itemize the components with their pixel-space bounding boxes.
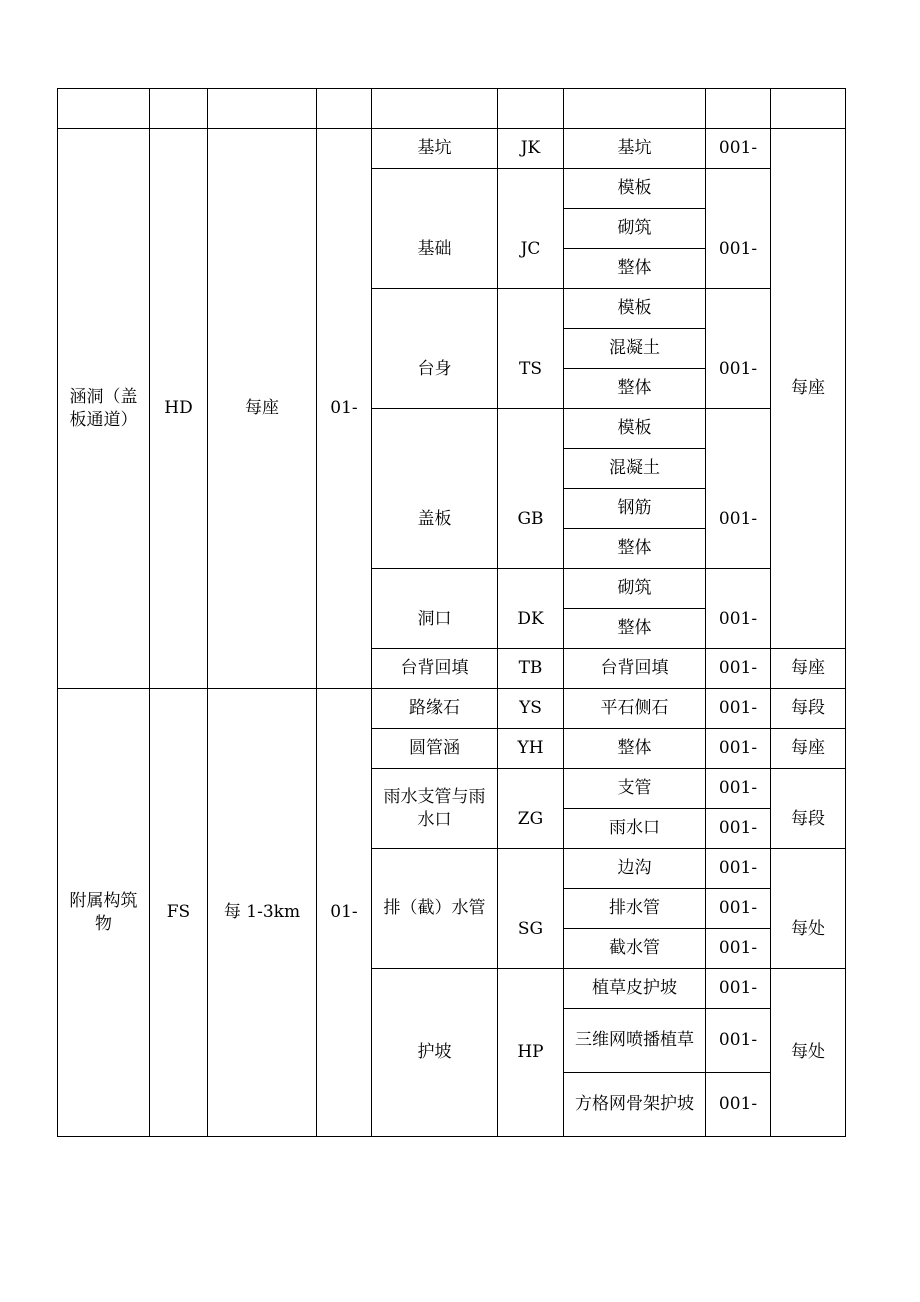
- item-name: 排（截）水管: [372, 849, 498, 969]
- item-name: 洞口: [372, 569, 498, 649]
- serial: 001-: [706, 769, 771, 809]
- header-cell: [564, 89, 706, 129]
- group-number: 01-: [317, 689, 372, 1137]
- header-cell: [372, 89, 498, 129]
- subitem: 砌筑: [564, 569, 706, 609]
- subitem: 混凝土: [564, 449, 706, 489]
- subitem: 整体: [564, 529, 706, 569]
- serial: 001-: [706, 409, 771, 569]
- subitem: 支管: [564, 769, 706, 809]
- group-name: 涵洞（盖板通道）: [58, 129, 150, 689]
- group-code: FS: [150, 689, 208, 1137]
- subitem: 植草皮护坡: [564, 969, 706, 1009]
- item-name: 雨水支管与雨水口: [372, 769, 498, 849]
- table-row: [58, 129, 846, 169]
- subitem: 整体: [564, 729, 706, 769]
- subitem: 钢筋: [564, 489, 706, 529]
- serial: 001-: [706, 569, 771, 649]
- serial: 001-: [706, 849, 771, 889]
- header-row: [58, 89, 846, 129]
- subitem: 方格网骨架护坡: [564, 1073, 706, 1137]
- header-cell: [771, 89, 846, 129]
- item-code: YS: [498, 689, 564, 729]
- item-code: JC: [498, 169, 564, 289]
- item-name: 基础: [372, 169, 498, 289]
- item-name: 路缘石: [372, 689, 498, 729]
- subitem: 三维网喷播植草: [564, 1009, 706, 1073]
- subitem: 台背回填: [564, 649, 706, 689]
- data-table: [57, 88, 846, 1137]
- group-code: HD: [150, 129, 208, 689]
- item-name: 护坡: [372, 969, 498, 1137]
- unit: 每座: [771, 129, 846, 649]
- subitem: 边沟: [564, 849, 706, 889]
- subitem: 平石侧石: [564, 689, 706, 729]
- item-name: 台身: [372, 289, 498, 409]
- header-cell: [58, 89, 150, 129]
- group-name: 附属构筑物: [58, 689, 150, 1137]
- item-code: JK: [498, 129, 564, 169]
- unit: 每处: [771, 969, 846, 1137]
- unit: 每座: [771, 729, 846, 769]
- unit: 每段: [771, 689, 846, 729]
- subitem: 模板: [564, 289, 706, 329]
- subitem: 模板: [564, 409, 706, 449]
- serial: 001-: [706, 129, 771, 169]
- subitem: 模板: [564, 169, 706, 209]
- subitem: 整体: [564, 369, 706, 409]
- item-name: 基坑: [372, 129, 498, 169]
- subitem: 雨水口: [564, 809, 706, 849]
- header-cell: [150, 89, 208, 129]
- group-frequency: 每座: [208, 129, 317, 689]
- item-code: TS: [498, 289, 564, 409]
- unit: 每段: [771, 769, 846, 849]
- group-number: 01-: [317, 129, 372, 689]
- group-frequency: 每 1-3km: [208, 689, 317, 1137]
- subitem: 整体: [564, 249, 706, 289]
- subitem: 混凝土: [564, 329, 706, 369]
- item-code: DK: [498, 569, 564, 649]
- subitem: 基坑: [564, 129, 706, 169]
- item-code: ZG: [498, 769, 564, 849]
- subitem: 砌筑: [564, 209, 706, 249]
- serial: 001-: [706, 289, 771, 409]
- serial: 001-: [706, 1073, 771, 1137]
- item-name: 台背回填: [372, 649, 498, 689]
- subitem: 截水管: [564, 929, 706, 969]
- serial: 001-: [706, 889, 771, 929]
- serial: 001-: [706, 729, 771, 769]
- item-code: GB: [498, 409, 564, 569]
- serial: 001-: [706, 809, 771, 849]
- header-cell: [706, 89, 771, 129]
- subitem: 排水管: [564, 889, 706, 929]
- item-code: HP: [498, 969, 564, 1137]
- serial: 001-: [706, 969, 771, 1009]
- table-row: [58, 689, 846, 729]
- serial: 001-: [706, 929, 771, 969]
- header-cell: [498, 89, 564, 129]
- subitem: 整体: [564, 609, 706, 649]
- header-cell: [208, 89, 317, 129]
- item-code: SG: [498, 849, 564, 969]
- serial: 001-: [706, 169, 771, 289]
- item-name: 圆管涵: [372, 729, 498, 769]
- unit: 每处: [771, 849, 846, 969]
- serial: 001-: [706, 689, 771, 729]
- item-code: TB: [498, 649, 564, 689]
- item-code: YH: [498, 729, 564, 769]
- header-cell: [317, 89, 372, 129]
- item-name: 盖板: [372, 409, 498, 569]
- serial: 001-: [706, 1009, 771, 1073]
- unit: 每座: [771, 649, 846, 689]
- serial: 001-: [706, 649, 771, 689]
